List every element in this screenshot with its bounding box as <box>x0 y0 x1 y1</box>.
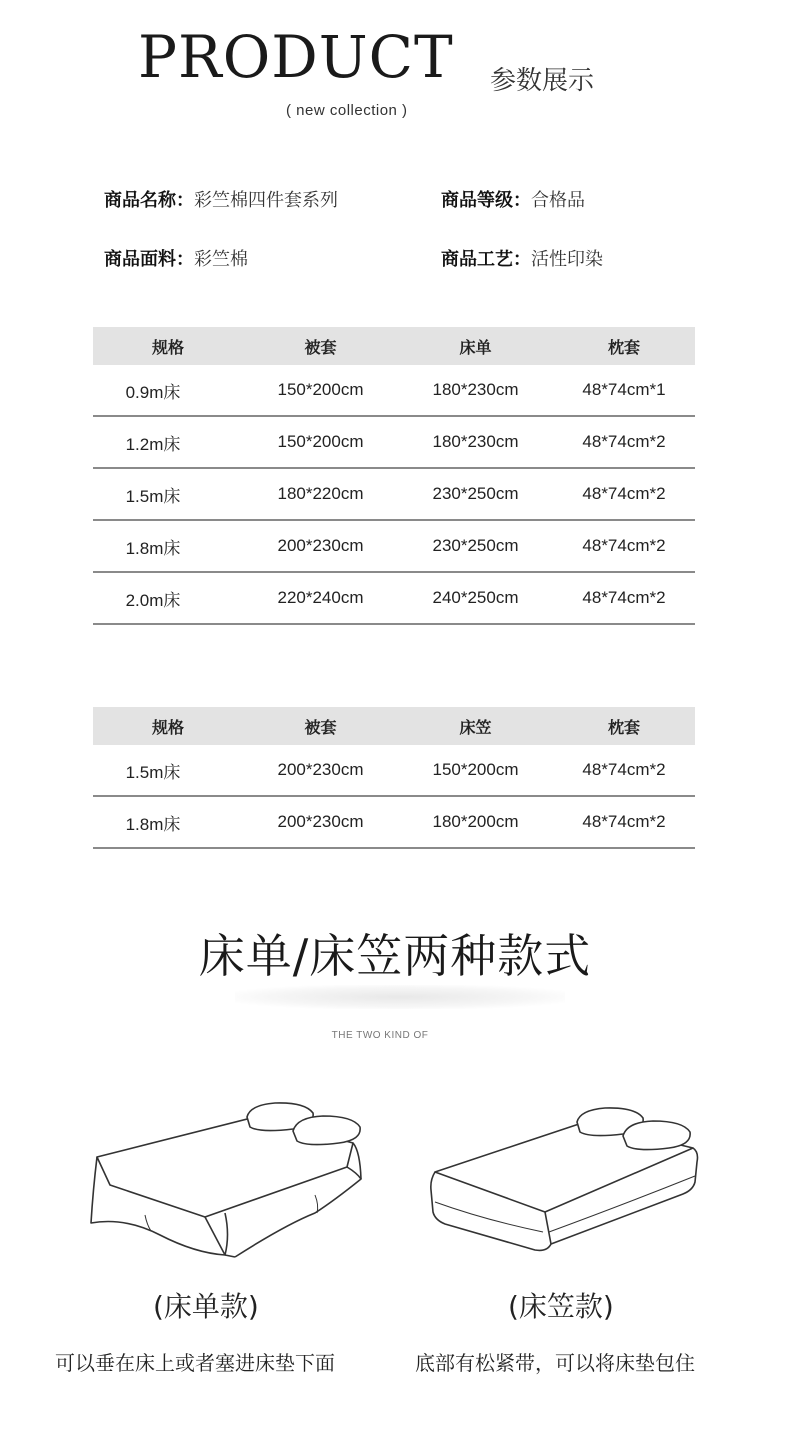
fitted-sheet-caption: (床笠款) <box>508 1290 614 1323</box>
table-cell: 48*74cm*2 <box>553 468 695 520</box>
flat-sheet-caption: (床单款) <box>153 1290 259 1323</box>
spec-table-fitted-sheet <box>93 707 695 849</box>
table-cell: 1.5m床 <box>93 468 243 520</box>
table-cell: 48*74cm*2 <box>553 796 695 848</box>
col-header: 床笠 <box>398 707 553 745</box>
info-value: 彩竺棉 <box>194 249 248 270</box>
table-header-row <box>93 707 695 745</box>
decorative-blur <box>235 985 565 1009</box>
flat-sheet-description: 可以垂在床上或者塞进床垫下面 <box>55 1351 335 1375</box>
table-cell: 0.9m床 <box>93 365 243 416</box>
spec-table-flat-sheet <box>93 327 695 625</box>
table-cell: 200*230cm <box>243 745 398 796</box>
table-cell: 180*230cm <box>398 416 553 468</box>
info-label: 商品名称： <box>104 190 194 211</box>
fitted-sheet-bed-icon <box>425 1100 705 1255</box>
table-cell: 150*200cm <box>243 365 398 416</box>
table-row <box>93 416 695 468</box>
table-cell: 150*200cm <box>398 745 553 796</box>
info-value: 合格品 <box>531 190 585 211</box>
table-cell: 48*74cm*2 <box>553 520 695 572</box>
col-header: 规格 <box>93 327 243 365</box>
product-logo: PRODUCT <box>138 23 454 91</box>
table-cell: 1.8m床 <box>93 796 243 848</box>
info-product-craft <box>441 245 603 271</box>
info-product-name <box>104 186 338 212</box>
table-cell: 1.8m床 <box>93 520 243 572</box>
section-title: 床单/床笠两种款式 <box>198 929 592 983</box>
info-product-fabric <box>104 245 248 271</box>
table-cell: 180*230cm <box>398 365 553 416</box>
table-cell: 180*220cm <box>243 468 398 520</box>
section-subtitle: THE TWO KIND OF <box>331 1030 429 1041</box>
table-cell: 240*250cm <box>398 572 553 624</box>
col-header: 被套 <box>243 327 398 365</box>
table-row <box>93 365 695 416</box>
table-cell: 230*250cm <box>398 520 553 572</box>
table-cell: 2.0m床 <box>93 572 243 624</box>
info-label: 商品等级： <box>441 190 531 211</box>
table-cell: 200*230cm <box>243 520 398 572</box>
logo-subtitle: ( new collection ) <box>286 102 408 119</box>
info-value: 彩竺棉四件套系列 <box>194 190 338 211</box>
fitted-sheet-description: 底部有松紧带，可以将床垫包住 <box>415 1351 695 1375</box>
info-label: 商品面料： <box>104 249 194 270</box>
table-cell: 1.5m床 <box>93 745 243 796</box>
table-header-row <box>93 327 695 365</box>
table-row <box>93 468 695 520</box>
col-header: 床单 <box>398 327 553 365</box>
table-cell: 48*74cm*2 <box>553 572 695 624</box>
table-cell: 1.2m床 <box>93 416 243 468</box>
col-header: 枕套 <box>553 327 695 365</box>
col-header: 规格 <box>93 707 243 745</box>
table-cell: 220*240cm <box>243 572 398 624</box>
table-cell: 180*200cm <box>398 796 553 848</box>
table-cell: 200*230cm <box>243 796 398 848</box>
col-header: 被套 <box>243 707 398 745</box>
col-header: 枕套 <box>553 707 695 745</box>
info-product-grade <box>441 186 585 212</box>
flat-sheet-bed-icon <box>85 1095 375 1275</box>
table-row <box>93 745 695 796</box>
table-cell: 150*200cm <box>243 416 398 468</box>
table-cell: 48*74cm*2 <box>553 416 695 468</box>
table-cell: 230*250cm <box>398 468 553 520</box>
table-cell: 48*74cm*2 <box>553 745 695 796</box>
info-label: 商品工艺： <box>441 249 531 270</box>
table-cell: 48*74cm*1 <box>553 365 695 416</box>
page-title: 参数展示 <box>490 66 595 96</box>
table-row <box>93 796 695 848</box>
table-row <box>93 520 695 572</box>
info-value: 活性印染 <box>531 249 603 270</box>
table-row <box>93 572 695 624</box>
